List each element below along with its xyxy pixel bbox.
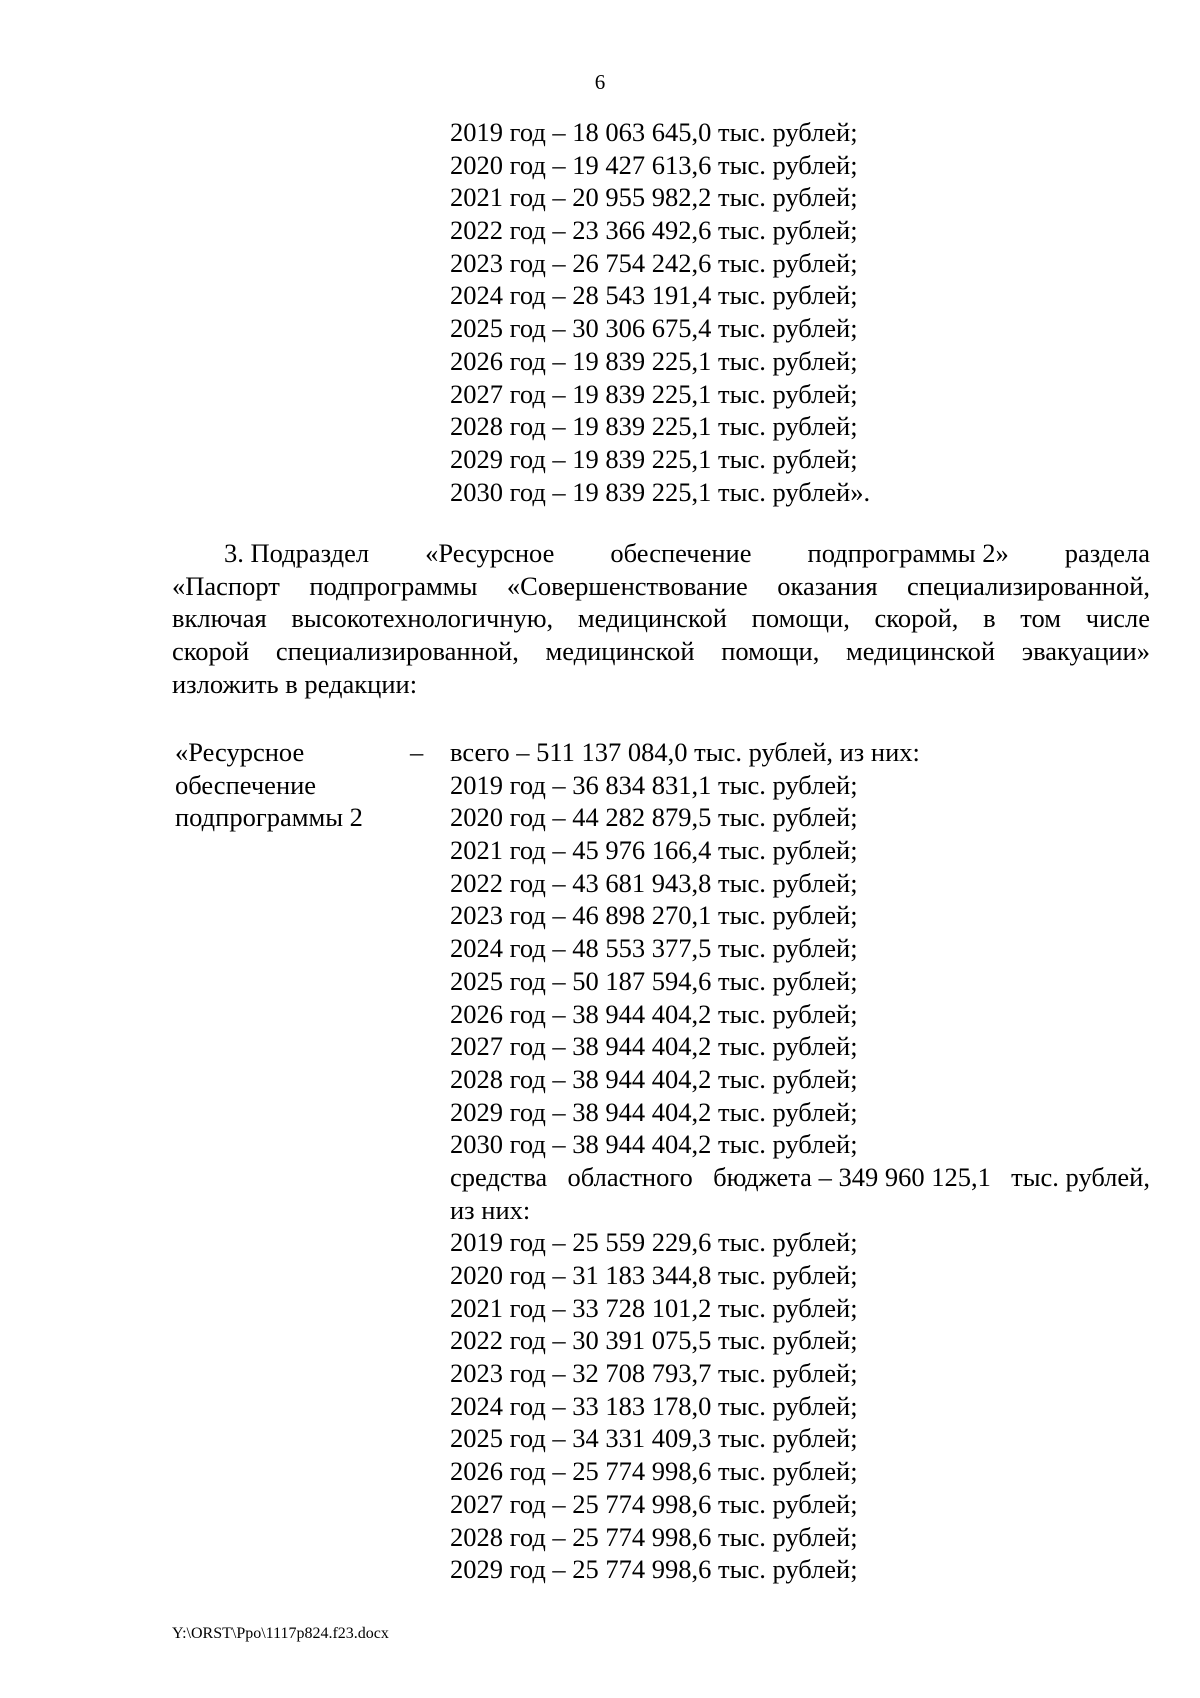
paragraph-word: 3. Подраздел (224, 538, 370, 568)
list-item: 2023 год – 46 898 270,1 тыс. рублей; (450, 900, 858, 931)
paragraph-word: раздела (1064, 538, 1150, 568)
funding-list-previous (450, 116, 870, 508)
funding-list-subprogram-2 (450, 736, 1150, 1586)
list-item: 2027 год – 19 839 225,1 тыс. рублей; (450, 378, 858, 409)
list-item: 2025 год – 50 187 594,6 тыс. рублей; (450, 965, 858, 996)
list-item: 2020 год – 44 282 879,5 тыс. рублей; (450, 802, 858, 833)
resource-label (175, 736, 363, 834)
list-item: 2020 год – 31 183 344,8 тыс. рублей; (450, 1260, 858, 1290)
list-item: 2027 год – 25 774 998,6 тыс. рублей; (450, 1488, 858, 1519)
paragraph-word: подпрограммы 2» (807, 538, 1009, 568)
list-item: 2025 год – 30 306 675,4 тыс. рублей; (450, 313, 858, 344)
total-line: всего – 511 137 084,0 тыс. рублей, из них: (450, 737, 920, 767)
list-item: 2026 год – 25 774 998,6 тыс. рублей; (450, 1456, 858, 1487)
list-item: 2030 год – 19 839 225,1 тыс. рублей». (450, 476, 871, 507)
list-item: 2026 год – 38 944 404,2 тыс. рублей; (450, 998, 858, 1029)
page-number: 6 (594, 70, 606, 94)
paragraph-line: включая высокотехнологичную, медицинской помощи, скорой, в том числе (172, 603, 1150, 634)
list-item: 2021 год – 45 976 166,4 тыс. рублей; (450, 835, 858, 866)
list-item: 2024 год – 48 553 377,5 тыс. рублей; (450, 933, 858, 964)
label-line: «Ресурсное (175, 737, 305, 767)
regional-word: средства (450, 1161, 548, 1192)
file-path-footer: Y:\ORST\Ppo\1117p824.f23.docx (172, 1625, 389, 1642)
list-item: 2019 год – 18 063 645,0 тыс. рублей; (450, 117, 858, 147)
paragraph-line: скорой специализированной, медицинской помощи, медицинской эвакуации» (172, 636, 1150, 667)
paragraph-line: «Паспорт подпрограммы «Совершенствование оказания специализированной, (172, 570, 1150, 601)
list-item: 2023 год – 32 708 793,7 тыс. рублей; (450, 1358, 858, 1389)
list-item: 2028 год – 38 944 404,2 тыс. рублей; (450, 1063, 858, 1094)
regional-budget-line: из них: (450, 1194, 531, 1225)
regional-word: бюджета – 349 960 125,1 (713, 1161, 991, 1192)
amendment-paragraph (172, 537, 1150, 700)
list-item: 2023 год – 26 754 242,6 тыс. рублей; (450, 247, 858, 278)
regional-word: областного (567, 1161, 693, 1192)
list-item: 2021 год – 33 728 101,2 тыс. рублей; (450, 1292, 858, 1323)
list-item: 2019 год – 36 834 831,1 тыс. рублей; (450, 769, 858, 800)
list-item: 2024 год – 28 543 191,4 тыс. рублей; (450, 280, 858, 311)
list-item: 2027 год – 38 944 404,2 тыс. рублей; (450, 1031, 858, 1062)
list-item: 2029 год – 25 774 998,6 тыс. рублей; (450, 1554, 858, 1585)
list-item: 2028 год – 19 839 225,1 тыс. рублей; (450, 411, 858, 442)
paragraph-word: «Ресурсное (425, 538, 555, 568)
paragraph-line: изложить в редакции: (172, 668, 418, 699)
paragraph-word: обеспечение (610, 538, 752, 568)
list-item: 2019 год – 25 559 229,6 тыс. рублей; (450, 1227, 858, 1258)
label-dash: – (410, 737, 424, 767)
list-item: 2021 год – 20 955 982,2 тыс. рублей; (450, 182, 858, 213)
paragraph-line (172, 537, 1150, 570)
list-item: 2028 год – 25 774 998,6 тыс. рублей; (450, 1521, 858, 1552)
regional-word: тыс. рублей, (1011, 1161, 1150, 1192)
list-item: 2022 год – 43 681 943,8 тыс. рублей; (450, 867, 858, 898)
list-item: 2026 год – 19 839 225,1 тыс. рублей; (450, 345, 858, 376)
regional-budget-line (450, 1161, 1150, 1194)
label-line: подпрограммы 2 (175, 802, 363, 833)
list-item: 2029 год – 38 944 404,2 тыс. рублей; (450, 1096, 858, 1127)
label-line: обеспечение (175, 769, 317, 800)
list-item: 2024 год – 33 183 178,0 тыс. рублей; (450, 1390, 858, 1421)
list-item: 2022 год – 23 366 492,6 тыс. рублей; (450, 215, 858, 246)
list-item: 2029 год – 19 839 225,1 тыс. рублей; (450, 443, 858, 474)
list-item: 2022 год – 30 391 075,5 тыс. рублей; (450, 1325, 858, 1356)
list-item: 2020 год – 19 427 613,6 тыс. рублей; (450, 149, 858, 180)
list-item: 2025 год – 34 331 409,3 тыс. рублей; (450, 1423, 858, 1454)
list-item: 2030 год – 38 944 404,2 тыс. рублей; (450, 1129, 858, 1160)
